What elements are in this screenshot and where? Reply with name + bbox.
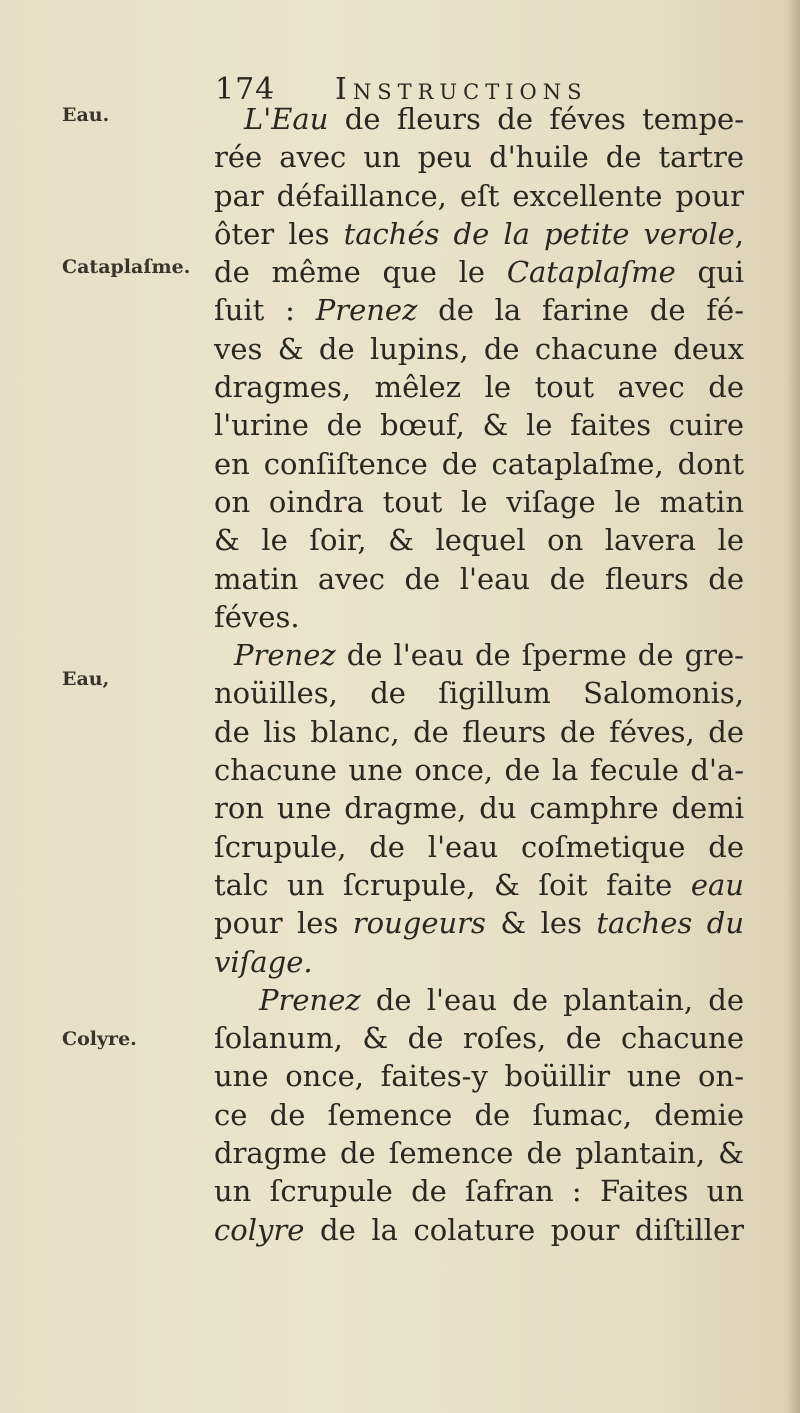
italic-term: taches du: [596, 906, 744, 941]
running-title: Instructions: [335, 72, 588, 107]
text-line: [214, 943, 744, 981]
text-line: colyre de la colature pour diſtiller: [214, 1212, 744, 1247]
text-line: Prenez de l'eau de plantain, de: [259, 982, 744, 1017]
text-line: ôter les tachés de la petite verole,: [214, 216, 744, 251]
text-line: de lis blanc, de fleurs de féves, de: [214, 714, 744, 749]
italic-term: colyre: [214, 1212, 305, 1247]
body-text: [214, 100, 744, 1249]
text-line: pour les rougeurs & les taches du: [214, 906, 744, 941]
italic-term: rougeurs: [352, 906, 486, 941]
italic-term: Prenez: [315, 293, 418, 328]
text-line: & le ſoir, & lequel on lavera le: [214, 523, 744, 558]
text-line: ſuit : Prenez de la farine de fé-: [214, 293, 744, 328]
text-line: une once, faites-y boüillir une on-: [214, 1059, 744, 1094]
italic-term: L'Eau: [244, 102, 329, 136]
italic-term: tachés de la petite verole: [343, 216, 735, 251]
italic-term: Prenez: [234, 638, 336, 673]
text-line: en conſiſtence de cataplaſme, dont: [214, 446, 744, 481]
italic-term: Cataplaſme: [506, 255, 676, 290]
italic-term: Prenez: [259, 982, 361, 1017]
text-line: ves & de lupins, de chacune deux: [214, 331, 744, 366]
text-line: de même que le Cataplaſme qui: [214, 255, 745, 290]
margin-note-eau-second: Eau,: [62, 668, 110, 690]
text-line: matin avec de l'eau de fleurs de: [214, 561, 744, 596]
italic-term: viſage.: [214, 944, 313, 979]
text-line: ſolanum, & de roſes, de chacune: [214, 1021, 744, 1056]
text-line: chacune une once, de la fecule d'a-: [214, 753, 744, 788]
italic-term: eau: [690, 867, 744, 902]
margin-note-eau: Eau.: [62, 104, 110, 126]
page-number: 174: [215, 72, 276, 107]
page-edge-shadow: [786, 0, 800, 1413]
text-line: un ſcrupule de ſafran : Faites un: [214, 1174, 744, 1209]
text-line: L'Eau de fleurs de féves tempe-: [244, 102, 744, 136]
text-line: rée avec un peu d'huile de tartre: [214, 140, 744, 175]
margin-note-cataplasme: Cataplaſme.: [62, 256, 191, 278]
text-line: par défaillance, eſt excellente pour: [214, 178, 744, 213]
text-line: noüilles, de ſigillum Salomonis,: [214, 676, 744, 711]
text-line: l'urine de bœuf, & le faites cuire: [214, 408, 744, 443]
text-line: ce de ſemence de ſumac, demie: [214, 1097, 744, 1132]
text-line: dragmes, mêlez le tout avec de: [214, 370, 744, 405]
text-line: dragme de ſemence de plantain, &: [214, 1136, 744, 1171]
text-line: féves.: [214, 599, 300, 634]
text-line: on oindra tout le viſage le matin: [214, 484, 744, 519]
text-line: Prenez de l'eau de ſperme de gre-: [234, 638, 744, 673]
text-line: ron une dragme, du camphre demi: [214, 791, 744, 826]
text-line: talc un ſcrupule, & ſoit faite eau: [214, 867, 744, 902]
text-line: ſcrupule, de l'eau coſmetique de: [214, 829, 744, 864]
margin-note-colyre: Colyre.: [62, 1028, 137, 1050]
